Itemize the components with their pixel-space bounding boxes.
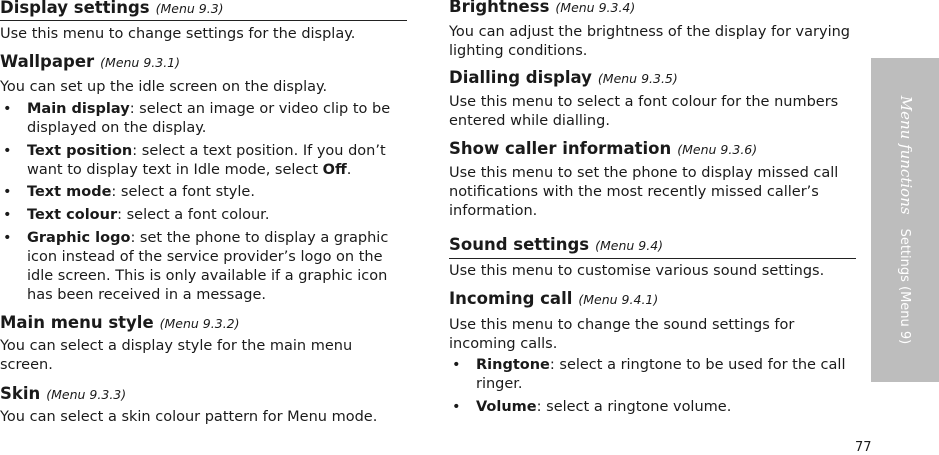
main-menu-style-heading: Main menu style (Menu 9.3.2) — [0, 313, 240, 332]
dialling-display-heading: Dialling display (Menu 9.3.5) — [449, 68, 678, 87]
side-tab-subsection: Settings (Menu 9) — [897, 228, 912, 345]
brightness-heading: Brightness (Menu 9.3.4) — [449, 0, 636, 16]
item-label: Volume — [476, 399, 537, 415]
item-label: Graphic logo — [27, 230, 131, 246]
section-rule — [449, 258, 856, 259]
skin-heading: Skin (Menu 9.3.3) — [0, 384, 127, 403]
bullet: • — [3, 184, 12, 200]
bullet: • — [3, 207, 12, 223]
bullet: • — [452, 357, 461, 373]
brightness-text: You can adjust the brightness of the display for varying lighting conditions. — [449, 24, 850, 59]
skin-text: You can select a skin colour pattern for Menu mode. — [0, 409, 378, 425]
side-chapter-tab — [871, 58, 939, 382]
item-text: : select a font style. — [111, 184, 255, 200]
item-label: Text mode — [27, 184, 112, 200]
item-label: Text position — [27, 143, 133, 159]
item-text: : set the phone to display a graphic icon instead of the service provider’s logo on the idle screen. This is only available if a graphic icon has been received in a message. — [27, 230, 389, 303]
bullet: • — [3, 143, 12, 159]
side-tab-label — [896, 96, 914, 345]
side-tab-section: Menu functions — [897, 95, 915, 215]
wallpaper-heading: Wallpaper (Menu 9.3.1) — [0, 52, 181, 71]
incoming-call-text: Use this menu to change the sound settings for incoming calls. — [449, 317, 795, 352]
sound-settings-text: Use this menu to customise various sound settings. — [449, 263, 825, 279]
sound-settings-heading: Sound settings (Menu 9.4) — [449, 235, 664, 254]
item-label: Text colour — [27, 207, 118, 223]
item-text: : select a ringtone to be used for the call ringer. — [476, 357, 846, 392]
item-label: Ringtone — [476, 357, 550, 373]
item-text: : select a ringtone volume. — [536, 399, 732, 415]
main-menu-style-text: You can select a display style for the main menu screen. — [0, 338, 353, 373]
item-text: : select a font colour. — [117, 207, 270, 223]
display-settings-heading: Display settings (Menu 9.3) — [0, 0, 224, 17]
show-caller-heading: Show caller information (Menu 9.3.6) — [449, 139, 758, 158]
item-text: : select a text position. If you don’t want to display text in Idle mode, select — [27, 143, 386, 178]
item-label: Main display — [27, 101, 130, 117]
display-intro: Use this menu to change settings for the display. — [0, 26, 356, 42]
bullet: • — [3, 230, 12, 246]
item-bold-value: Off — [322, 162, 347, 178]
show-caller-text: Use this menu to set the phone to display missed call notifications with the most recently missed caller’s information. — [449, 165, 839, 219]
dialling-display-text: Use this menu to select a font colour for the numbers entered while dialling. — [449, 94, 839, 129]
bullet: • — [3, 101, 12, 117]
page-number: 77 — [855, 440, 872, 455]
wallpaper-intro: You can set up the idle screen on the display. — [0, 79, 328, 95]
bullet: • — [452, 399, 461, 415]
incoming-call-heading: Incoming call (Menu 9.4.1) — [449, 289, 659, 308]
section-rule — [0, 20, 407, 21]
item-text: : select an image or video clip to be displayed on the display. — [27, 101, 391, 136]
